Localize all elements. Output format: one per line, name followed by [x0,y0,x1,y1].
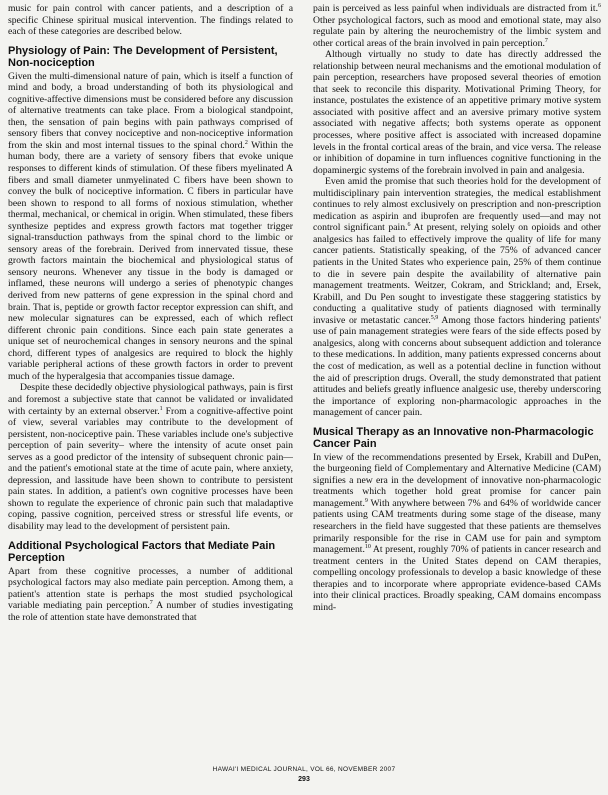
right-column [313,3,601,613]
paragraph: Given the multi-dimensional nature of pain, which is itself a function of mind and body, a broad understanding of both its physiological and cognitive-affective dimensions must be considered before any discussion of alternative treatments can take place. From a biological standpoint, then, the sensation of pain begins with pain pathways comprised of sensory fibers that convey nociceptive and non-nociceptive information from the skin and most internal tissues to the spinal chord.$^2$ Within the human body, there are a variety of sensory fibers that evoke unique responses to different kinds of stimulation. Of these fibers myelinated A fibers and small diameter unmyelinated C fibers have been shown to convey the bulk of nociceptive information. C fibers in particular have been shown to respond to all forms of noxious stimulation, whether thermal, mechanical, or chemical in origin. When stimulated, these fibers synthesize peptides and express growth factors mat together trigger signal-transduction pathways from the spinal chord to the limbic or sensory areas of the forebrain. Derived from innervated tissue, these growth factors maintain the biochemical and physiological status of sensory neurons. Whenever any tissue in the body is damaged or inflamed, these neurons will undergo a series of phenotypic changes derived from new patterns of gene expression in the spinal chord and brain. That is, peptide or growth factor receptor expression can shift, and new molecular signatures can be expressed, each of which reflect different chronic pain conditions. Since each pain state generates a unique set of neurochemical changes in sensory neurons and the spinal chord, different types of analgesics are required to block the highly variable peripheral actions of these growth factors in order to prevent much of the hyperalgesia that accompanies tissue damage. [8,70,293,382]
citation-ref: 1 [159,405,163,412]
citation-ref: 7 [149,599,153,606]
citation-ref: 6 [598,2,601,9]
citation-ref: 7 [544,37,548,44]
section-heading-musical-therapy: Musical Therapy as an Innovative non-Pharmacologic Cancer Pain [313,425,594,451]
paragraph: In view of the recommendations presented by Ersek, Krabill and DuPen, the burgeoning field of Complementary and Alternative Medicine (CAM) signifies a new era in the development of innovative non-pharmacologic treatments which together hold great promise for cancer pain management.$^9$ With anywhere between 7% and 64% of worldwide cancer patients using CAM treatments during some stage of the disease, many researchers in the field have suggested that these patients are themselves primarily responsible for the rise in CAM use for pain and symptom management.$^{10}$ At present, roughly 70% of patients in cancer research and treatment centers in the United States depend on CAM therapies, compelling oncology professionals to develop a basic knowledge of these therapies and to incorporate where appropriate evidence-based CAMs into their clinical practices. Broadly speaking, CAM domains encompass mind- [313,451,601,613]
left-column [8,3,293,623]
paragraph: Although virtually no study to date has directly addressed the relationship between neural mechanisms and the emotional modulation of pain perception, researchers have proposed several theories of emotion that seek to reconcile this disparity. Motivational Priming Theory, for instance, postulates the existence of an appetitive primary motive system associated with positive affect and an aversive primary motive system associated with negative affects; both systems operate as opponent processes, where positive affect is associated with increased dopamine levels in the frontal cortical areas of the brain, and vice versa. The release or inhibition of dopamine in turn influences cognitive functioning in the dopaminergic systems of the forebrain involved in pain and analgesia. [313,49,601,176]
paragraph: Even amid the promise that such theories hold for the development of multidisciplinary pain intervention strategies, the medical establishment continues to rely almost exclusively on prescription and non-prescription medication as aspirin and ibuprofen are frequently used—and may not control significant pain.$^6$ At present, relying solely on opioids and other analgesics has failed to effectively improve the quality of life for many cancer patients. Statistically speaking, of the 75% of advanced cancer patients in the United States who experience pain, 25% of them continue to die in severe pain despite the availability of alternative pain management treatments. Weitzer, Cokram, and Strickland; and, Ersek, Krabill, and Du Pen sought to investigate these staggering statistics by conducting a qualitative study of patients diagnosed with terminally invasive or metastatic cancer.$^{5,9}$ Among those factors hindering patients' use of pain management strategies were fears of the side effects posed by analgesics, along with concerns about subsequent addiction and tolerance to these medications. In addition, many patients expressed concerns about the cost of medication, as well as a potential decline in function without the aid of prescription drugs. Overall, the study demonstrated that patient attitudes and beliefs greatly influence analgesic use, thereby underscoring the importance of exploring non-pharmacologic approaches in the management of cancer pain. [313,176,601,419]
paragraph: Despite these decidedly objective physiological pathways, pain is first and foremost a subjective state that cannot be validated or invalidated with certainty by an external observer.$^1$ From a cognitive-affective point of view, several variables may contribute to the development of persistent, non-nociceptive pain. These variables include one's subjective perception of pain severity– where the intensity of acute onset pain serves as a good predictor of the intensity of subsequent chronic pain— and the patient's emotional state at the time of acute pain, where anxiety, depression, and lassitude have been shown to contribute to persistent pain states. In addition, a patient's own cognitive processes have been shown to regulate the experience of chronic pain such that maladaptive coping, passive cognition, perceived stress or stressful life events, or disability may lead to the development of persistent pain. [8,382,293,532]
section-heading-psychological-factors: Additional Psychological Factors that Mediate Pain Perception [8,539,276,565]
page-number: 293 [298,776,310,783]
journal-footer: HAWAI'I MEDICAL JOURNAL, VOL 66, NOVEMBER 2007 [212,766,396,773]
citation-ref: 2 [244,139,248,146]
citation-ref: 6 [407,222,411,229]
citation-ref: 5,9 [430,314,439,321]
intro-paragraph: music for pain control with cancer patients, and a description of a specific Chinese spiritual musical intervention. The findings related to each of these categories are described below. [8,3,293,38]
citation-ref: 9 [364,497,368,504]
paragraph: pain is perceived as less painful when individuals are distracted from it.$^6$ Other psychological factors, such as mood and emotional state, may also regulate pain by altering the neurochemistry of the limbic system and other cortical areas of the brain involved in pain perception.$^7$ [313,2,601,49]
citation-ref: 10 [364,543,371,550]
paragraph: Apart from these cognitive processes, a number of additional psychological factors may also mediate pain perception. Among them, a patient's attention state is perhaps the most studied psychological variable mediating pain perception.$^7$ A number of studies investigating the role of attention state have demonstrated that [8,565,294,623]
section-heading-physiology: Physiology of Pain: The Development of Persistent, Non-nociception [8,44,278,70]
